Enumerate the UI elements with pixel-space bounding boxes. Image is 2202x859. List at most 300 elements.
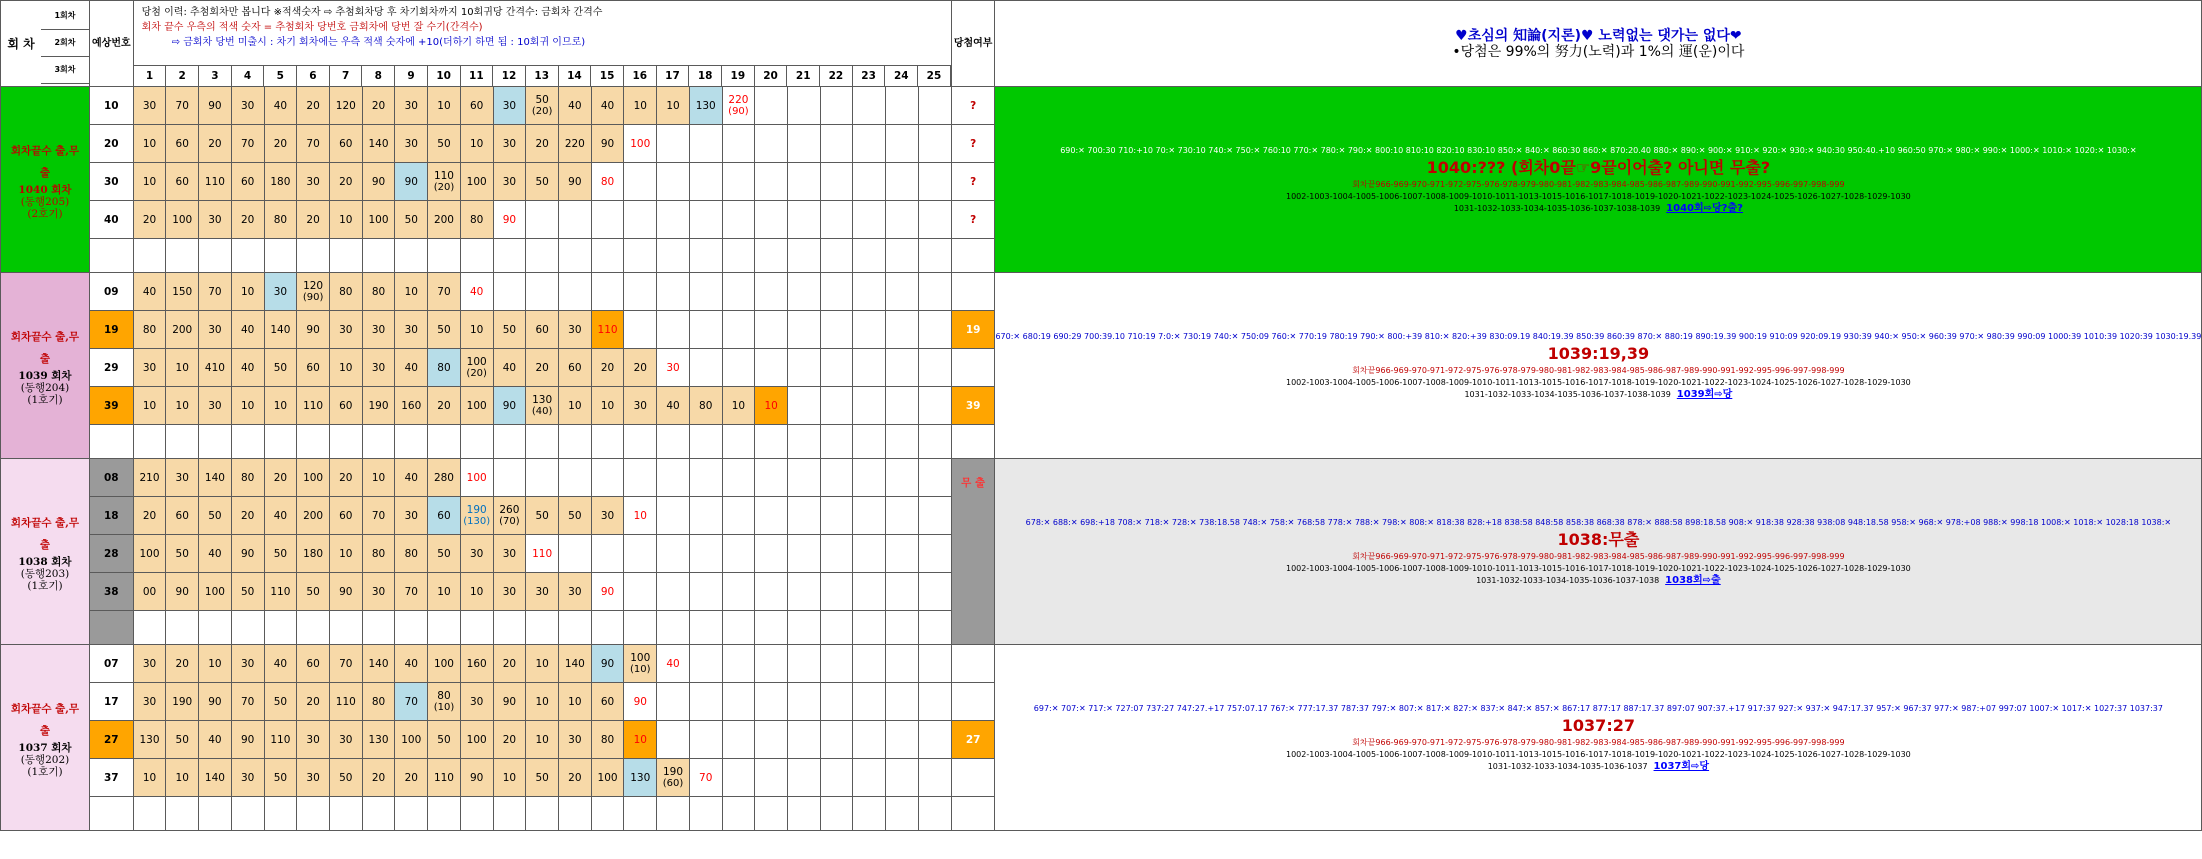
interval-cell[interactable]	[886, 349, 919, 387]
interval-cell[interactable]	[788, 645, 821, 683]
interval-cell[interactable]	[689, 425, 722, 459]
interval-cell[interactable]	[591, 497, 624, 535]
interval-cell[interactable]	[722, 611, 755, 645]
interval-cell[interactable]	[755, 239, 788, 273]
interval-cell[interactable]	[460, 163, 493, 201]
interval-cell[interactable]	[558, 87, 591, 125]
interval-cell[interactable]	[755, 611, 788, 645]
interval-cell[interactable]	[755, 535, 788, 573]
interval-cell[interactable]	[755, 759, 788, 797]
expected-number[interactable]: 37	[90, 759, 134, 797]
interval-cell[interactable]	[918, 645, 951, 683]
interval-cell[interactable]	[231, 425, 264, 459]
interval-cell[interactable]	[624, 645, 657, 683]
interval-cell[interactable]	[493, 459, 526, 497]
interval-cell[interactable]	[362, 239, 395, 273]
interval-cell[interactable]	[133, 535, 166, 573]
interval-cell[interactable]	[395, 125, 428, 163]
interval-cell[interactable]	[297, 459, 330, 497]
interval-cell[interactable]	[788, 239, 821, 273]
interval-cell[interactable]	[166, 201, 199, 239]
interval-cell[interactable]	[886, 201, 919, 239]
interval-cell[interactable]	[853, 87, 886, 125]
interval-cell[interactable]	[133, 387, 166, 425]
interval-cell[interactable]	[591, 425, 624, 459]
interval-cell[interactable]	[264, 425, 297, 459]
interval-cell[interactable]	[231, 163, 264, 201]
expected-number[interactable]	[90, 797, 134, 831]
interval-cell[interactable]	[297, 387, 330, 425]
interval-cell[interactable]	[526, 535, 559, 573]
interval-cell[interactable]	[493, 573, 526, 611]
interval-cell[interactable]	[788, 459, 821, 497]
interval-cell[interactable]	[788, 797, 821, 831]
interval-cell[interactable]	[428, 387, 461, 425]
interval-cell[interactable]	[362, 759, 395, 797]
interval-cell[interactable]	[886, 721, 919, 759]
interval-cell[interactable]	[558, 311, 591, 349]
interval-cell[interactable]	[297, 683, 330, 721]
interval-cell[interactable]	[133, 459, 166, 497]
interval-cell[interactable]	[689, 611, 722, 645]
interval-cell[interactable]	[820, 349, 853, 387]
interval-cell[interactable]	[231, 611, 264, 645]
interval-cell[interactable]	[526, 683, 559, 721]
interval-cell[interactable]	[428, 611, 461, 645]
interval-cell[interactable]	[657, 239, 690, 273]
interval-cell[interactable]	[820, 535, 853, 573]
interval-cell[interactable]	[526, 239, 559, 273]
interval-cell[interactable]	[558, 201, 591, 239]
interval-cell[interactable]	[133, 721, 166, 759]
interval-cell[interactable]	[428, 239, 461, 273]
interval-cell[interactable]	[820, 759, 853, 797]
interval-cell[interactable]	[199, 349, 232, 387]
interval-cell[interactable]	[820, 611, 853, 645]
interval-cell[interactable]	[166, 535, 199, 573]
interval-cell[interactable]	[918, 163, 951, 201]
interval-cell[interactable]	[591, 611, 624, 645]
interval-cell[interactable]	[199, 311, 232, 349]
interval-cell[interactable]	[362, 573, 395, 611]
interval-cell[interactable]	[624, 201, 657, 239]
interval-cell[interactable]	[918, 87, 951, 125]
interval-cell[interactable]	[918, 797, 951, 831]
interval-cell[interactable]	[820, 721, 853, 759]
interval-cell[interactable]	[329, 273, 362, 311]
interval-cell[interactable]	[395, 239, 428, 273]
interval-cell[interactable]	[199, 797, 232, 831]
interval-cell[interactable]	[624, 273, 657, 311]
interval-cell[interactable]	[493, 125, 526, 163]
interval-cell[interactable]	[231, 459, 264, 497]
interval-cell[interactable]	[329, 311, 362, 349]
interval-cell[interactable]	[493, 721, 526, 759]
interval-cell[interactable]	[329, 387, 362, 425]
interval-cell[interactable]	[755, 797, 788, 831]
interval-cell[interactable]	[395, 387, 428, 425]
interval-cell[interactable]	[362, 645, 395, 683]
interval-cell[interactable]	[297, 573, 330, 611]
interval-cell[interactable]	[166, 721, 199, 759]
interval-cell[interactable]	[624, 125, 657, 163]
interval-cell[interactable]	[231, 721, 264, 759]
interval-cell[interactable]	[657, 683, 690, 721]
interval-cell[interactable]	[264, 645, 297, 683]
interval-cell[interactable]	[199, 497, 232, 535]
interval-cell[interactable]	[329, 201, 362, 239]
interval-cell[interactable]	[689, 163, 722, 201]
interval-cell[interactable]	[657, 721, 690, 759]
interval-cell[interactable]	[493, 683, 526, 721]
interval-cell[interactable]	[199, 87, 232, 125]
interval-cell[interactable]	[853, 201, 886, 239]
interval-cell[interactable]	[853, 645, 886, 683]
interval-cell[interactable]	[297, 425, 330, 459]
interval-cell[interactable]	[657, 87, 690, 125]
interval-cell[interactable]	[722, 239, 755, 273]
interval-cell[interactable]	[395, 459, 428, 497]
interval-cell[interactable]	[689, 573, 722, 611]
interval-cell[interactable]	[362, 535, 395, 573]
interval-cell[interactable]	[166, 611, 199, 645]
interval-cell[interactable]	[722, 797, 755, 831]
interval-cell[interactable]	[624, 759, 657, 797]
interval-cell[interactable]	[199, 239, 232, 273]
interval-cell[interactable]	[918, 349, 951, 387]
interval-cell[interactable]	[755, 125, 788, 163]
interval-cell[interactable]	[395, 721, 428, 759]
interval-cell[interactable]	[428, 163, 461, 201]
interval-cell[interactable]	[395, 683, 428, 721]
interval-cell[interactable]	[918, 273, 951, 311]
interval-cell[interactable]	[297, 125, 330, 163]
interval-cell[interactable]	[755, 645, 788, 683]
interval-cell[interactable]	[624, 163, 657, 201]
interval-cell[interactable]	[428, 201, 461, 239]
interval-cell[interactable]	[362, 459, 395, 497]
interval-cell[interactable]	[264, 201, 297, 239]
interval-cell[interactable]	[329, 683, 362, 721]
round-link[interactable]: 1038회⇨출	[1665, 574, 1721, 586]
interval-cell[interactable]	[918, 387, 951, 425]
interval-cell[interactable]	[395, 497, 428, 535]
interval-cell[interactable]	[526, 425, 559, 459]
interval-cell[interactable]	[329, 759, 362, 797]
interval-cell[interactable]	[788, 163, 821, 201]
interval-cell[interactable]	[428, 721, 461, 759]
interval-cell[interactable]	[362, 611, 395, 645]
interval-cell[interactable]	[231, 125, 264, 163]
interval-cell[interactable]	[722, 273, 755, 311]
interval-cell[interactable]	[493, 387, 526, 425]
interval-cell[interactable]	[428, 311, 461, 349]
interval-cell[interactable]	[460, 611, 493, 645]
interval-cell[interactable]	[689, 273, 722, 311]
interval-cell[interactable]	[428, 683, 461, 721]
interval-cell[interactable]	[558, 459, 591, 497]
interval-cell[interactable]	[231, 87, 264, 125]
interval-cell[interactable]	[166, 459, 199, 497]
interval-cell[interactable]	[526, 349, 559, 387]
interval-cell[interactable]	[689, 349, 722, 387]
interval-cell[interactable]	[558, 163, 591, 201]
interval-cell[interactable]	[329, 573, 362, 611]
interval-cell[interactable]	[166, 125, 199, 163]
interval-cell[interactable]	[788, 721, 821, 759]
interval-cell[interactable]	[133, 759, 166, 797]
interval-cell[interactable]	[788, 425, 821, 459]
expected-number[interactable]: 20	[90, 125, 134, 163]
interval-cell[interactable]	[689, 759, 722, 797]
interval-cell[interactable]	[231, 535, 264, 573]
interval-cell[interactable]	[526, 573, 559, 611]
interval-cell[interactable]	[820, 201, 853, 239]
interval-cell[interactable]	[853, 311, 886, 349]
interval-cell[interactable]	[591, 273, 624, 311]
interval-cell[interactable]	[166, 797, 199, 831]
interval-cell[interactable]	[722, 87, 755, 125]
interval-cell[interactable]	[199, 683, 232, 721]
interval-cell[interactable]	[362, 721, 395, 759]
interval-cell[interactable]	[460, 573, 493, 611]
interval-cell[interactable]	[689, 239, 722, 273]
expected-number[interactable]: 29	[90, 349, 134, 387]
interval-cell[interactable]	[428, 349, 461, 387]
interval-cell[interactable]	[133, 611, 166, 645]
interval-cell[interactable]	[526, 273, 559, 311]
interval-cell[interactable]	[395, 759, 428, 797]
interval-cell[interactable]	[558, 535, 591, 573]
interval-cell[interactable]	[558, 349, 591, 387]
interval-cell[interactable]	[657, 759, 690, 797]
interval-cell[interactable]	[558, 759, 591, 797]
interval-cell[interactable]	[657, 497, 690, 535]
expected-number[interactable]: 38	[90, 573, 134, 611]
interval-cell[interactable]	[689, 459, 722, 497]
round-link[interactable]: 1040회⇨당?출?	[1666, 202, 1743, 214]
interval-cell[interactable]	[886, 425, 919, 459]
interval-cell[interactable]	[297, 311, 330, 349]
interval-cell[interactable]	[231, 683, 264, 721]
interval-cell[interactable]	[199, 201, 232, 239]
interval-cell[interactable]	[591, 797, 624, 831]
interval-cell[interactable]	[624, 683, 657, 721]
interval-cell[interactable]	[231, 573, 264, 611]
interval-cell[interactable]	[624, 349, 657, 387]
interval-cell[interactable]	[395, 201, 428, 239]
interval-cell[interactable]	[853, 497, 886, 535]
interval-cell[interactable]	[166, 759, 199, 797]
interval-cell[interactable]	[526, 459, 559, 497]
interval-cell[interactable]	[199, 611, 232, 645]
interval-cell[interactable]	[526, 797, 559, 831]
interval-cell[interactable]	[329, 797, 362, 831]
interval-cell[interactable]	[526, 311, 559, 349]
interval-cell[interactable]	[362, 683, 395, 721]
interval-cell[interactable]	[199, 535, 232, 573]
interval-cell[interactable]	[657, 387, 690, 425]
interval-cell[interactable]	[788, 611, 821, 645]
interval-cell[interactable]	[657, 797, 690, 831]
interval-cell[interactable]	[329, 497, 362, 535]
interval-cell[interactable]	[493, 645, 526, 683]
interval-cell[interactable]	[918, 721, 951, 759]
interval-cell[interactable]	[657, 163, 690, 201]
interval-cell[interactable]	[264, 87, 297, 125]
interval-cell[interactable]	[231, 387, 264, 425]
interval-cell[interactable]	[624, 797, 657, 831]
interval-cell[interactable]	[657, 645, 690, 683]
interval-cell[interactable]	[722, 573, 755, 611]
interval-cell[interactable]	[428, 535, 461, 573]
expected-number[interactable]	[90, 611, 134, 645]
interval-cell[interactable]	[918, 459, 951, 497]
interval-cell[interactable]	[133, 125, 166, 163]
interval-cell[interactable]	[264, 573, 297, 611]
interval-cell[interactable]	[297, 759, 330, 797]
interval-cell[interactable]	[820, 273, 853, 311]
interval-cell[interactable]	[460, 349, 493, 387]
expected-number[interactable]: 28	[90, 535, 134, 573]
interval-cell[interactable]	[558, 387, 591, 425]
interval-cell[interactable]	[133, 239, 166, 273]
interval-cell[interactable]	[460, 387, 493, 425]
interval-cell[interactable]	[558, 125, 591, 163]
interval-cell[interactable]	[755, 425, 788, 459]
interval-cell[interactable]	[526, 611, 559, 645]
interval-cell[interactable]	[558, 611, 591, 645]
interval-cell[interactable]	[820, 387, 853, 425]
interval-cell[interactable]	[558, 425, 591, 459]
interval-cell[interactable]	[460, 273, 493, 311]
interval-cell[interactable]	[689, 797, 722, 831]
interval-cell[interactable]	[886, 125, 919, 163]
interval-cell[interactable]	[722, 459, 755, 497]
interval-cell[interactable]	[788, 573, 821, 611]
interval-cell[interactable]	[820, 459, 853, 497]
interval-cell[interactable]	[133, 425, 166, 459]
interval-cell[interactable]	[624, 497, 657, 535]
interval-cell[interactable]	[460, 425, 493, 459]
interval-cell[interactable]	[918, 535, 951, 573]
interval-cell[interactable]	[558, 573, 591, 611]
interval-cell[interactable]	[755, 721, 788, 759]
interval-cell[interactable]	[657, 311, 690, 349]
interval-cell[interactable]	[133, 497, 166, 535]
interval-cell[interactable]	[624, 387, 657, 425]
expected-number[interactable]: 19	[90, 311, 134, 349]
interval-cell[interactable]	[329, 459, 362, 497]
interval-cell[interactable]	[166, 87, 199, 125]
interval-cell[interactable]	[788, 759, 821, 797]
interval-cell[interactable]	[395, 311, 428, 349]
interval-cell[interactable]	[264, 683, 297, 721]
interval-cell[interactable]	[657, 573, 690, 611]
interval-cell[interactable]	[722, 535, 755, 573]
interval-cell[interactable]	[362, 201, 395, 239]
interval-cell[interactable]	[166, 645, 199, 683]
interval-cell[interactable]	[820, 645, 853, 683]
interval-cell[interactable]	[624, 573, 657, 611]
expected-number[interactable]: 40	[90, 201, 134, 239]
interval-cell[interactable]	[460, 797, 493, 831]
interval-cell[interactable]	[329, 125, 362, 163]
interval-cell[interactable]	[886, 163, 919, 201]
interval-cell[interactable]	[297, 163, 330, 201]
interval-cell[interactable]	[853, 611, 886, 645]
interval-cell[interactable]	[558, 273, 591, 311]
interval-cell[interactable]	[460, 239, 493, 273]
interval-cell[interactable]	[428, 459, 461, 497]
interval-cell[interactable]	[886, 759, 919, 797]
interval-cell[interactable]	[788, 497, 821, 535]
interval-cell[interactable]	[362, 87, 395, 125]
interval-cell[interactable]	[689, 201, 722, 239]
interval-cell[interactable]	[166, 683, 199, 721]
interval-cell[interactable]	[395, 425, 428, 459]
interval-cell[interactable]	[755, 683, 788, 721]
interval-cell[interactable]	[591, 683, 624, 721]
interval-cell[interactable]	[329, 611, 362, 645]
interval-cell[interactable]	[788, 683, 821, 721]
interval-cell[interactable]	[853, 387, 886, 425]
interval-cell[interactable]	[853, 125, 886, 163]
interval-cell[interactable]	[395, 535, 428, 573]
interval-cell[interactable]	[460, 683, 493, 721]
interval-cell[interactable]	[526, 497, 559, 535]
interval-cell[interactable]	[657, 535, 690, 573]
interval-cell[interactable]	[493, 425, 526, 459]
interval-cell[interactable]	[526, 163, 559, 201]
interval-cell[interactable]	[460, 87, 493, 125]
interval-cell[interactable]	[297, 239, 330, 273]
interval-cell[interactable]	[231, 273, 264, 311]
interval-cell[interactable]	[526, 201, 559, 239]
interval-cell[interactable]	[199, 573, 232, 611]
interval-cell[interactable]	[199, 125, 232, 163]
interval-cell[interactable]	[886, 683, 919, 721]
expected-number[interactable]	[90, 425, 134, 459]
interval-cell[interactable]	[526, 721, 559, 759]
interval-cell[interactable]	[231, 497, 264, 535]
interval-cell[interactable]	[460, 497, 493, 535]
interval-cell[interactable]	[755, 201, 788, 239]
interval-cell[interactable]	[886, 611, 919, 645]
interval-cell[interactable]	[297, 273, 330, 311]
interval-cell[interactable]	[199, 163, 232, 201]
interval-cell[interactable]	[558, 797, 591, 831]
interval-cell[interactable]	[297, 87, 330, 125]
interval-cell[interactable]	[395, 573, 428, 611]
expected-number[interactable]: 17	[90, 683, 134, 721]
expected-number[interactable]: 08	[90, 459, 134, 497]
interval-cell[interactable]	[329, 425, 362, 459]
interval-cell[interactable]	[788, 87, 821, 125]
interval-cell[interactable]	[558, 497, 591, 535]
interval-cell[interactable]	[820, 425, 853, 459]
interval-cell[interactable]	[231, 797, 264, 831]
interval-cell[interactable]	[133, 573, 166, 611]
interval-cell[interactable]	[853, 425, 886, 459]
interval-cell[interactable]	[493, 759, 526, 797]
interval-cell[interactable]	[362, 273, 395, 311]
interval-cell[interactable]	[362, 797, 395, 831]
interval-cell[interactable]	[820, 573, 853, 611]
interval-cell[interactable]	[264, 459, 297, 497]
interval-cell[interactable]	[493, 163, 526, 201]
interval-cell[interactable]	[297, 535, 330, 573]
